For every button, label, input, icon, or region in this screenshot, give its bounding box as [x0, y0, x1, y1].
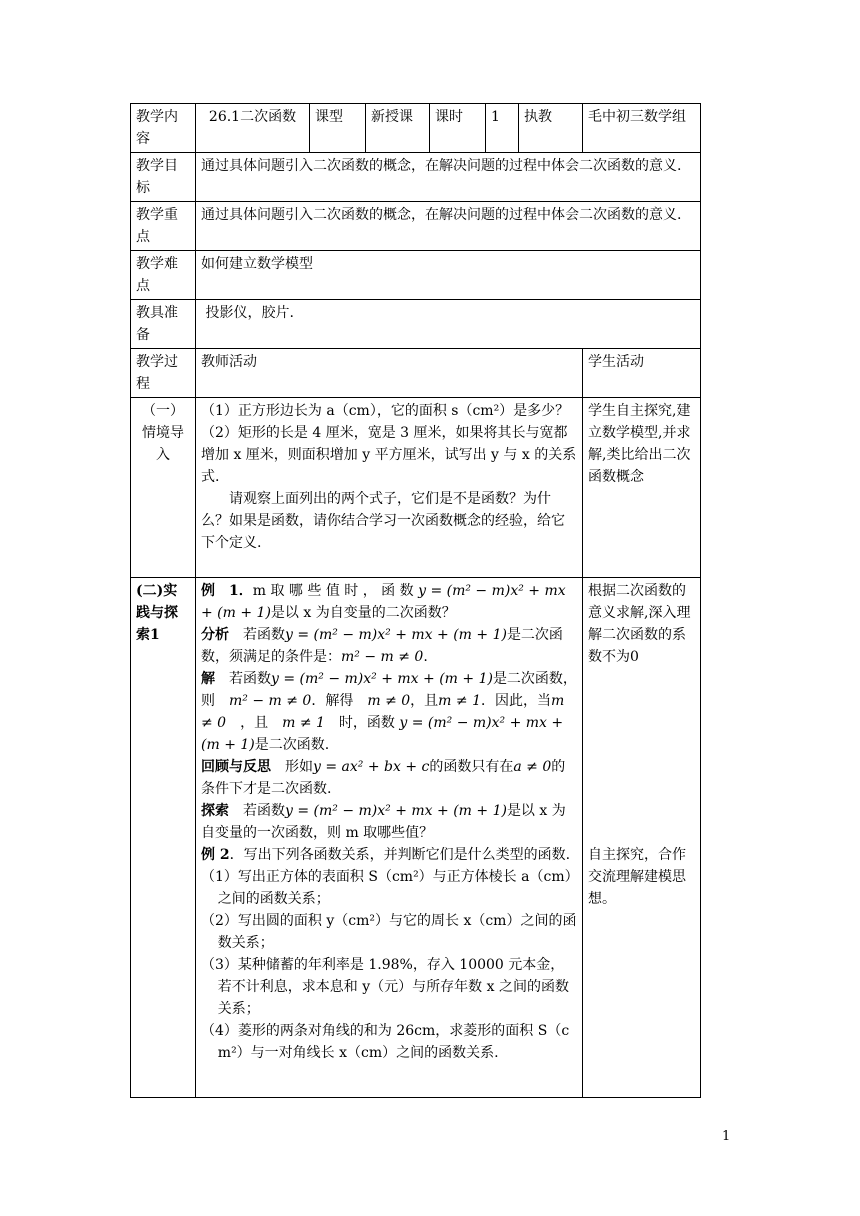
- text: 是二次函数，则: [201, 671, 577, 709]
- hours-label: 课时: [430, 104, 486, 153]
- sub-question-4: （4）菱形的两条对角线的和为 26cm，求菱形的面积 S（cm²）与一对角线长 x（cm）之间的函数关系.: [201, 1023, 570, 1061]
- analysis-title: 分析: [201, 627, 229, 643]
- text: ．因此，当: [481, 693, 551, 709]
- ex2-title: 例 2: [201, 847, 230, 863]
- header-row: [131, 104, 701, 153]
- question-3: 请观察上面列出的两个式子，它们是不是函数？为什么？如果是函数，请你结合学习一次函数概念的经验，给它下个定义.: [201, 491, 565, 551]
- section2-row: [131, 578, 701, 1098]
- text: 形如: [285, 759, 313, 775]
- text: 的函数只有在: [429, 759, 514, 775]
- row-text: 如何建立数学模型: [196, 251, 701, 300]
- row-label: 教具准备: [131, 300, 196, 349]
- m-not-one: m ≠ 1: [438, 693, 481, 709]
- text: ．写出下列各函数关系，并判断它们是什么类型的函数.: [229, 847, 571, 863]
- general-equation: y = ax² + bx + c: [313, 759, 430, 775]
- example-2: [201, 844, 577, 866]
- question-2: （2）矩形的长是 4 厘米，宽是 3 厘米，如果将其长与宽都增加 x 厘米，则面积增加 y 平方厘米，试写出 y 与 x 的关系式.: [201, 425, 577, 485]
- section1-content: [196, 398, 583, 578]
- solution-title: 解: [201, 671, 215, 687]
- teacher-value: 毛中初三数学组: [583, 104, 701, 153]
- header-label: 教学内容: [131, 104, 196, 153]
- text: 时，函数: [338, 715, 395, 731]
- explore-title: 探索: [201, 803, 229, 819]
- solution: [201, 668, 577, 756]
- sub-question-1: （1）写出正方体的表面积 S（cm²）与正方体棱长 a（cm）之间的函数关系；: [201, 869, 572, 907]
- text: 的条件下才是二次函数.: [201, 759, 566, 797]
- example-1: [201, 580, 577, 624]
- tools-row: [131, 300, 701, 349]
- condition: m² − m ≠ 0: [341, 649, 424, 665]
- student-note-1: 根据二次函数的意义求解,深入理解二次函数的系数不为0: [588, 583, 691, 665]
- hours-value: 1: [486, 104, 519, 153]
- text: 是以 x 为自变量的一次函数，则 m 取哪些值？: [201, 803, 566, 841]
- section2-label: (二)实践与探索1: [131, 578, 196, 1098]
- goal-row: [131, 153, 701, 202]
- type-label: 课型: [310, 104, 366, 153]
- row-text: 投影仪，胶片.: [196, 300, 701, 349]
- sub-question-2: （2）写出圆的面积 y（cm²）与它的周长 x（cm）之间的函数关系；: [201, 913, 577, 951]
- text: 是二次函数，须满足的条件是：: [201, 627, 563, 665]
- difficulty-row: [131, 251, 701, 300]
- text: 若函数: [243, 803, 285, 819]
- analysis: 分析 若函数y = (m² − m)x² + mx + (m + 1)是二次函数，须满足的条件是：m² − m ≠ 0.: [201, 627, 563, 665]
- process-row: [131, 349, 701, 398]
- reflection: [201, 756, 577, 800]
- lesson-plan-table: [130, 103, 701, 1098]
- page-number: 1: [722, 1129, 731, 1144]
- text: 是二次函数.: [254, 737, 330, 753]
- section2-student: [583, 578, 701, 1098]
- text: ，且: [240, 715, 269, 731]
- sub-question-3: （3）某种储蓄的年利率是 1.98%，存入 10000 元本金，若不计利息，求本息和 y（元）与所存年数 x 之间的函数关系；: [201, 957, 569, 1017]
- m-not-one: m ≠ 1: [282, 715, 325, 731]
- focus-row: [131, 202, 701, 251]
- ex1-text: m 取 哪 些 值 时 ， 函 数: [252, 583, 414, 599]
- student-activity-header: 学生活动: [583, 349, 701, 398]
- a-not-zero: a ≠ 0: [513, 759, 552, 775]
- question-1: （1）正方形边长为 a（cm），它的面积 s（cm²）是多少？: [201, 403, 570, 419]
- equation: y = (m² − m)x² + mx + (m + 1): [271, 671, 493, 687]
- reflection-title: 回顾与反思: [201, 759, 271, 775]
- section1-student: 学生自主探究,建立数学模型,并求解,类比给出二次函数概念: [583, 398, 701, 578]
- explore: [201, 800, 577, 844]
- equation: y = (m² − m)x² + mx + (m + 1): [201, 715, 564, 753]
- ex1-tail: 是以 x 为自变量的二次函数？: [270, 605, 456, 621]
- topic-cell: 26.1二次函数: [196, 104, 310, 153]
- section2-content: [196, 578, 583, 1098]
- text: 若函数: [229, 671, 271, 687]
- teacher-label: 执教: [519, 104, 583, 153]
- row-text: 通过具体问题引入二次函数的概念，在解决问题的过程中体会二次函数的意义.: [196, 202, 701, 251]
- m-not-zero: m ≠ 0: [201, 693, 565, 731]
- ex1-title: 例 1．: [201, 583, 253, 599]
- text: 若函数: [243, 627, 285, 643]
- process-label: 教学过程: [131, 349, 196, 398]
- student-note-2: 自主探究，合作交流理解建模思想。: [588, 847, 686, 907]
- row-text: 通过具体问题引入二次函数的概念，在解决问题的过程中体会二次函数的意义.: [196, 153, 701, 202]
- section1-label: （一）情境导入: [131, 398, 196, 578]
- section1-row: [131, 398, 701, 578]
- equation: y = (m² − m)x² + mx + (m + 1): [285, 627, 507, 643]
- condition: m² − m ≠ 0: [229, 693, 312, 709]
- text: ．解得: [311, 693, 354, 709]
- type-value: 新授课: [366, 104, 430, 153]
- m-not-zero: m ≠ 0: [367, 693, 411, 709]
- equation: y = (m² − m)x² + mx + (m + 1): [201, 583, 566, 621]
- equation: y = (m² − m)x² + mx + (m + 1): [285, 803, 507, 819]
- row-label: 教学目标: [131, 153, 196, 202]
- row-label: 教学重点: [131, 202, 196, 251]
- teacher-activity-header: 教师活动: [196, 349, 583, 398]
- text: ，且: [410, 693, 439, 709]
- row-label: 教学难点: [131, 251, 196, 300]
